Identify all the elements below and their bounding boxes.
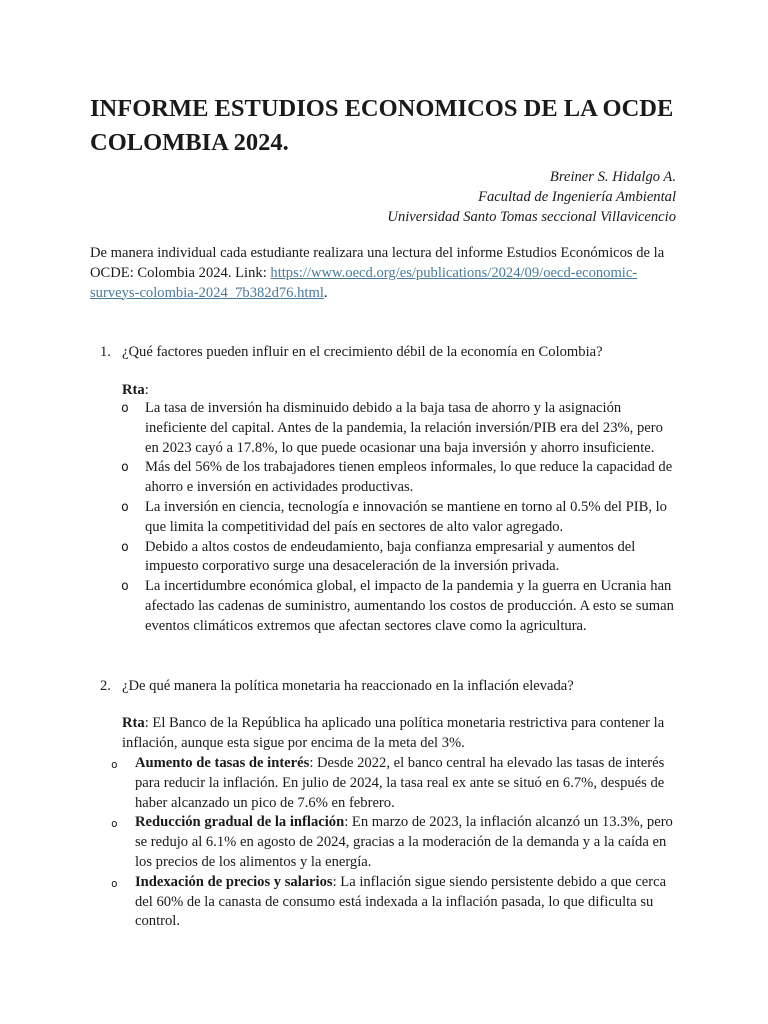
intro-end: . [323,284,328,301]
list-item [111,813,677,872]
list-item [121,399,677,458]
list-item [121,458,677,498]
author-university: Universidad Santo Tomas seccional Villavicencio [387,209,676,225]
bullet-marker: o [111,758,118,771]
bullet-marker: o [121,579,129,595]
question-2 [100,677,680,697]
document-title: INFORME ESTUDIOS ECONOMICOS DE LA OCDE COLOMBIA 2024. [90,95,674,156]
answer-1-list [121,399,677,637]
answer-label-1 [122,381,149,401]
intro-text: De manera individual cada estudiante realizara una lectura del informe Estudios Económicos de la OCDE: Colombia 2024. Link: [90,245,665,281]
bullet-marker: o [121,539,129,555]
bullet-marker: o [121,460,129,476]
oecd-link[interactable]: https://www.oecd.org/es/publications/2024/09/oecd-economic-surveys-colombia-2024_7b382d76.html [90,264,638,301]
bullet-marker: o [121,499,129,515]
list-item [121,577,677,636]
list-item-text: Debido a altos costos de endeudamiento, baja confianza empresarial y aumentos del impuesto corporativo surge una desaceleración de la inversión privada. [145,538,636,575]
bullet-marker: o [121,401,129,416]
question-number: 1. [100,344,111,360]
answer-suffix: : [144,382,149,398]
list-item-text: La incertidumbre económica global, el impacto de la pandemia y la guerra en Ucrania han afectado las cadenas de suministro, aumentando los costos de producción. A esto se suman eventos climáticos extremos que afectan sectores clave como la agricultura. [145,578,674,634]
bullet-marker: o [111,817,118,831]
list-item [111,754,677,813]
list-item [111,873,677,932]
list-item-heading: Indexación de precios y salarios [135,873,333,890]
answer-text: : El Banco de la República ha aplicado una política monetaria restrictiva para contener la inflación, aunque esta sigue por encima de la meta del 3%. [122,715,665,751]
list-item-text: La tasa de inversión ha disminuido debido a la baja tasa de ahorro y la asignación ineficiente del capital. Antes de la pandemia, la relación inversión/PIB era del 23%, pero en 2023 cayó a 17.8%, lo que puede ocasionar una baja inversión y ahorro insuficiente. [145,400,663,456]
question-text: ¿De qué manera la política monetaria ha reaccionado en la inflación elevada? [122,678,574,694]
answer-2-list [111,754,677,932]
list-item [121,538,677,578]
list-item-text: : La inflación sigue siendo persistente debido a que cerca del 60% de la canasta de consumo está indexada a la inflación pasada, lo que dificulta su control. [135,873,667,930]
answer-label: Rta [122,715,145,731]
answer-2-intro [122,714,672,754]
list-item-text: : Desde 2022, el banco central ha elevado las tasas de interés para reducir la inflación. En julio de 2024, la tasa real ex ante se situó en 6.7%, después de haber alcanzado un pico de 7.6% en febrero. [135,755,665,811]
question-1 [100,343,680,363]
list-item-heading: Aumento de tasas de interés [135,755,310,771]
question-number: 2. [100,678,111,694]
list-item-text: Más del 56% de los trabajadores tienen empleos informales, lo que reduce la capacidad de ahorro e inversión en actividades productivas. [145,459,673,496]
author-name: Breiner S. Hidalgo A. [549,169,676,185]
list-item-text: : En marzo de 2023, la inflación alcanzó un 13.3%, pero se redujo al 6.1% en agosto de 2024, gracias a la moderación de la demanda y a la caída en los precios de los alimentos y la energía. [135,814,673,870]
answer-label: Rta [122,382,145,398]
list-item [121,498,677,538]
list-item-text: La inversión en ciencia, tecnología e innovación se mantiene en torno al 0.5% del PIB, lo que limita la competitividad del país en sectores de alto valor agregado. [145,498,667,535]
author-block [256,167,676,227]
list-item-heading: Reducción gradual de la inflación [135,814,345,831]
intro-paragraph [90,244,680,303]
question-text: ¿Qué factores pueden influir en el crecimiento débil de la economía en Colombia? [122,344,603,360]
author-faculty: Facultad de Ingeniería Ambiental [478,189,676,205]
bullet-marker: o [111,876,118,890]
